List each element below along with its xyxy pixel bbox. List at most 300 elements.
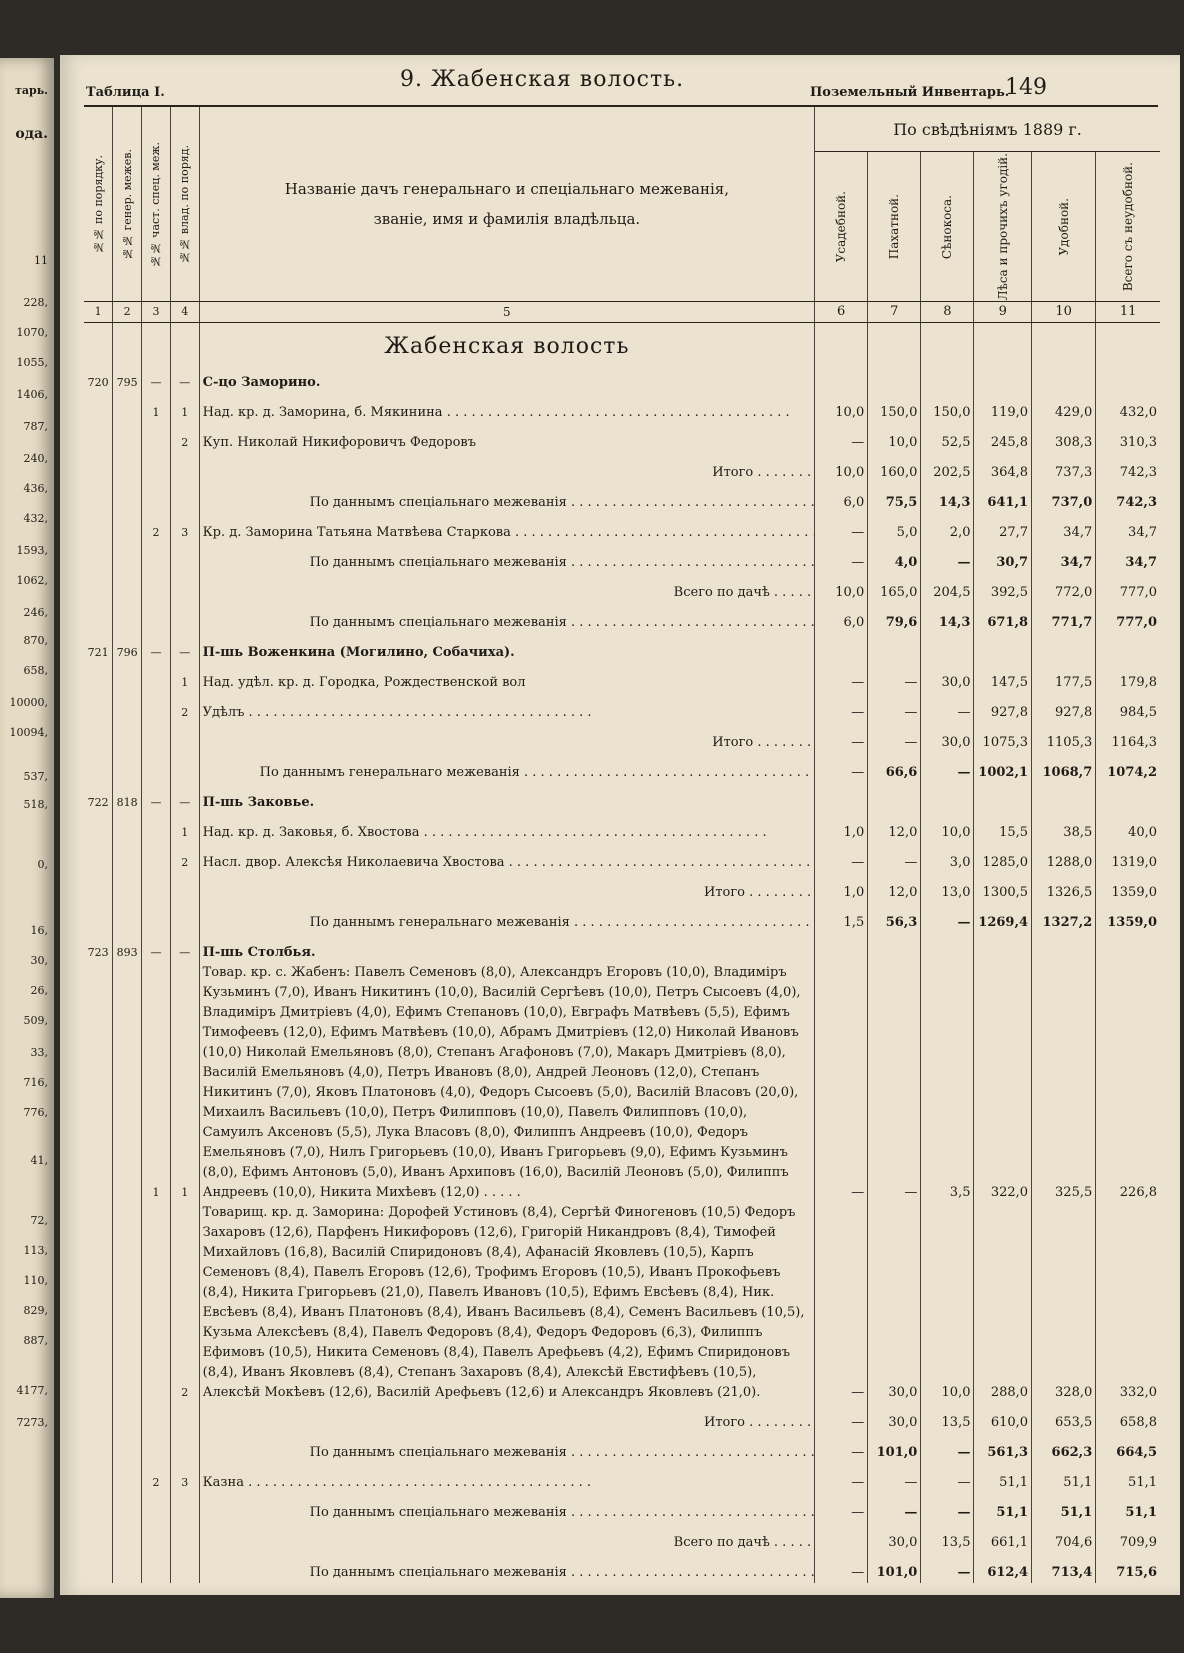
left-page-number: 113,	[23, 1244, 48, 1257]
column-numbers-row	[84, 302, 1160, 323]
value-cell: 641,1	[974, 483, 1032, 513]
value-cell: 704,6	[1032, 1523, 1096, 1553]
value-cell: 30,7	[974, 543, 1032, 573]
left-page-number: 716,	[23, 1076, 48, 1089]
cell-c3	[142, 1523, 171, 1553]
row-label: Итого . . . . . . . .	[703, 1415, 812, 1431]
value-cell: —	[868, 843, 921, 873]
row-label: По даннымъ спеціальнаго межеванія . . .	[310, 1565, 815, 1580]
owner-description	[199, 1493, 814, 1523]
document-page	[60, 55, 1180, 1595]
value-cell	[974, 633, 1032, 663]
value-cell: 332,0	[1119, 1385, 1157, 1401]
cell-c4	[170, 753, 199, 783]
value-cell: —	[868, 693, 921, 723]
column-number: 9	[974, 302, 1032, 323]
cell-c3	[142, 423, 171, 453]
cell-c3	[142, 813, 171, 843]
left-page-number: 537,	[23, 770, 48, 783]
cell-c2	[113, 723, 142, 753]
value-cell: —	[868, 723, 921, 753]
value-cell: 202,5	[921, 453, 974, 483]
value-cell: 52,5	[921, 423, 974, 453]
value-cell: —	[868, 1493, 921, 1523]
cell-c2	[113, 543, 142, 573]
cell-c1	[84, 483, 113, 513]
value-cell: 310,3	[1119, 435, 1157, 451]
cell-c2	[113, 1433, 142, 1463]
left-page-number: 787,	[23, 420, 48, 433]
value-cell: —	[815, 423, 868, 453]
value-cell: 147,5	[974, 663, 1032, 693]
value-cell: 709,9	[1119, 1535, 1157, 1551]
cell-c3	[142, 1203, 171, 1403]
column-number: 6	[815, 302, 868, 323]
cell-c2	[113, 963, 142, 1203]
value-cell: —	[868, 1463, 921, 1493]
value-cell: 12,0	[868, 873, 921, 903]
value-cell: —	[815, 1553, 868, 1583]
value-cell: 51,1	[974, 1493, 1032, 1523]
cell-c4: —	[170, 363, 199, 393]
value-cell: 10,0	[815, 573, 868, 603]
table-row	[84, 693, 1160, 723]
value-cell: 119,0	[974, 393, 1032, 423]
dacha-name	[199, 933, 814, 963]
owner-description	[199, 573, 814, 603]
value-cell: 392,5	[974, 573, 1032, 603]
cell-c2	[113, 843, 142, 873]
owner-description	[199, 483, 814, 513]
cell-c1	[84, 753, 113, 783]
cell-c1	[84, 603, 113, 633]
value-cell: 610,0	[974, 1403, 1032, 1433]
left-page-number: 776,	[23, 1106, 48, 1119]
value-cell: 1068,7	[1032, 753, 1096, 783]
value-cell: 1319,0	[1111, 855, 1157, 871]
left-page-number: 432,	[23, 512, 48, 525]
cell-c3: —	[142, 363, 171, 393]
cell-c1	[84, 1553, 113, 1583]
cell-c3	[142, 1403, 171, 1433]
value-cell: —	[815, 513, 868, 543]
value-cell: 713,4	[1032, 1553, 1096, 1583]
owner-description	[199, 903, 814, 933]
value-cell: —	[868, 663, 921, 693]
cell-c1	[84, 1433, 113, 1463]
dacha-row	[84, 633, 1160, 663]
owner-description	[199, 1433, 814, 1463]
value-cell: 15,5	[974, 813, 1032, 843]
value-cell: 160,0	[868, 453, 921, 483]
cell-c2	[113, 663, 142, 693]
value-cell	[1096, 363, 1160, 393]
cell-c4	[170, 483, 199, 513]
value-cell	[974, 933, 1032, 963]
cell-c2	[113, 693, 142, 723]
value-cell: 13,5	[921, 1523, 974, 1553]
cell-c1	[84, 813, 113, 843]
owner-description	[199, 513, 814, 543]
value-cell: 75,5	[868, 483, 921, 513]
cell-c1	[84, 453, 113, 483]
value-cell: 10,0	[815, 453, 868, 483]
row-label: По даннымъ спеціальнаго межеванія . . .	[310, 615, 815, 630]
cell-c4: 2	[170, 693, 199, 723]
value-cell: 429,0	[1032, 393, 1096, 423]
value-cell: 737,3	[1032, 453, 1096, 483]
owner-description	[199, 1553, 814, 1583]
left-page-number: 16,	[30, 924, 48, 937]
row-label: По даннымъ генеральнаго межеванія . . .	[310, 915, 815, 930]
owner-description	[199, 753, 814, 783]
value-cell: 715,6	[1116, 1565, 1157, 1581]
value-cell	[1096, 933, 1160, 963]
value-cell: —	[921, 753, 974, 783]
value-cell: 1359,0	[1111, 885, 1157, 901]
col-header-hay: Сѣнокоса.	[940, 194, 955, 259]
left-page-number: 829,	[23, 1304, 48, 1317]
value-cell: —	[815, 1203, 868, 1403]
value-cell	[815, 363, 868, 393]
col-header-estate: Усадебной.	[834, 191, 849, 263]
cell-c2	[113, 483, 142, 513]
cell-c1	[84, 1463, 113, 1493]
value-cell: 1,5	[815, 903, 868, 933]
value-cell	[1032, 933, 1096, 963]
owner-description	[199, 873, 814, 903]
table-row	[84, 1403, 1160, 1433]
row-label: П-шь Заковье.	[202, 795, 315, 811]
owner-description	[199, 693, 814, 723]
cell-c1	[84, 963, 113, 1203]
value-cell: 177,5	[1032, 663, 1096, 693]
value-cell	[921, 363, 974, 393]
cell-c2: 893	[113, 933, 142, 963]
value-cell: 664,5	[1116, 1445, 1157, 1461]
value-cell: 13,5	[921, 1403, 974, 1433]
value-cell: 1327,2	[1032, 903, 1096, 933]
cell-c2	[113, 603, 142, 633]
value-cell: 30,0	[921, 663, 974, 693]
left-page-number: 26,	[30, 984, 48, 997]
cell-c1: 721	[84, 633, 113, 663]
row-label: П-шь Воженкина (Могилино, Собачиха).	[202, 645, 515, 661]
value-cell: —	[815, 1463, 868, 1493]
value-cell: —	[921, 1463, 974, 1493]
value-cell: 742,3	[1116, 495, 1157, 511]
value-cell: 671,8	[974, 603, 1032, 633]
page-header	[60, 55, 1160, 105]
value-cell	[868, 933, 921, 963]
cell-c4: —	[170, 633, 199, 663]
owner-description	[199, 423, 814, 453]
value-cell: 34,7	[1032, 543, 1096, 573]
value-cell: 325,5	[1032, 963, 1096, 1203]
cell-c1	[84, 1523, 113, 1553]
row-label: По даннымъ генеральнаго межеванія . . .	[260, 765, 815, 780]
value-cell: 772,0	[1032, 573, 1096, 603]
value-cell: 1269,4	[974, 903, 1032, 933]
value-cell	[1096, 633, 1160, 663]
value-cell: —	[868, 963, 921, 1203]
value-cell: —	[815, 843, 868, 873]
owner-description	[199, 663, 814, 693]
left-page-number: 41,	[30, 1154, 48, 1167]
table-row	[84, 723, 1160, 753]
value-cell	[974, 783, 1032, 813]
left-page-header: тарь.	[15, 84, 48, 97]
value-cell: 30,0	[921, 723, 974, 753]
value-cell: 927,8	[974, 693, 1032, 723]
owner-description	[199, 1203, 814, 1403]
cell-c4	[170, 873, 199, 903]
row-label: По даннымъ спеціальнаго межеванія . . .	[310, 1445, 815, 1460]
left-page-number: 30,	[30, 954, 48, 967]
left-page-number: 518,	[23, 798, 48, 811]
left-page-number: 246,	[23, 606, 48, 619]
value-cell: 150,0	[868, 393, 921, 423]
value-cell: 777,0	[1116, 615, 1157, 631]
col-header-forest: Лѣса и прочихъ угодій.	[995, 153, 1010, 301]
row-label: Куп. Николай Никифоровичъ Федоровъ	[202, 435, 476, 451]
left-page-edge	[0, 58, 54, 1598]
value-cell	[868, 363, 921, 393]
value-cell	[868, 783, 921, 813]
cell-c4	[170, 1523, 199, 1553]
value-cell: —	[815, 1403, 868, 1433]
value-cell: 51,1	[1032, 1493, 1096, 1523]
section-title: 9. Жабенская волость.	[400, 67, 685, 92]
cell-c2	[113, 1463, 142, 1493]
row-label: Итого . . . . . . . .	[703, 885, 812, 901]
left-page-number: 4177,	[16, 1384, 48, 1397]
cell-c2	[113, 1403, 142, 1433]
value-cell: 34,7	[1125, 555, 1157, 571]
left-page-number: 228,	[23, 296, 48, 309]
row-label: Всего по дачѣ . . . . .	[673, 585, 812, 601]
left-page-number: 509,	[23, 1014, 48, 1027]
cell-c1	[84, 903, 113, 933]
cell-c4: 3	[170, 1463, 199, 1493]
cell-c3	[142, 1433, 171, 1463]
value-cell	[1032, 363, 1096, 393]
value-cell: 777,0	[1119, 585, 1157, 601]
owner-description	[199, 393, 814, 423]
value-cell	[815, 633, 868, 663]
cell-c3: 2	[142, 513, 171, 543]
left-page-number: 1062,	[16, 574, 48, 587]
value-cell: 12,0	[868, 813, 921, 843]
left-page-number: 7273,	[16, 1416, 48, 1429]
cell-c1	[84, 693, 113, 723]
left-page-number: 10000,	[9, 696, 48, 709]
value-cell: 1,0	[815, 873, 868, 903]
value-cell: 364,8	[974, 453, 1032, 483]
value-cell: 1074,2	[1107, 765, 1157, 781]
dacha-name	[199, 783, 814, 813]
cell-c4: 1	[170, 663, 199, 693]
value-cell: —	[815, 1493, 868, 1523]
cell-c4	[170, 573, 199, 603]
page-number: 149	[1005, 75, 1047, 100]
table-row	[84, 1553, 1160, 1583]
table-row	[84, 1493, 1160, 1523]
left-page-number: 240,	[23, 452, 48, 465]
value-cell: 10,0	[815, 393, 868, 423]
cell-c3: —	[142, 783, 171, 813]
value-cell	[1032, 783, 1096, 813]
cell-c4: 1	[170, 393, 199, 423]
owner-description	[199, 813, 814, 843]
cell-c1	[84, 723, 113, 753]
value-cell: 2,0	[921, 513, 974, 543]
cell-c4	[170, 603, 199, 633]
left-page-number: 33,	[30, 1046, 48, 1059]
cell-c3	[142, 1493, 171, 1523]
table-row	[84, 963, 1160, 1203]
value-cell: 658,8	[1119, 1415, 1157, 1431]
cell-c4: 2	[170, 843, 199, 873]
left-page-number: 0,	[37, 858, 48, 871]
value-cell: 3,0	[921, 843, 974, 873]
cell-c4	[170, 1553, 199, 1583]
table-label: Таблица I.	[86, 85, 165, 100]
left-page-number: 658,	[23, 664, 48, 677]
cell-c2: 795	[113, 363, 142, 393]
value-cell: 51,1	[1032, 1463, 1096, 1493]
value-cell: 51,1	[1128, 1475, 1157, 1491]
cell-c4	[170, 723, 199, 753]
value-cell	[974, 363, 1032, 393]
cell-c2: 818	[113, 783, 142, 813]
value-cell: 14,3	[921, 603, 974, 633]
row-label: Казна . . .	[203, 1475, 591, 1490]
column-number: 4	[170, 302, 199, 323]
cell-c3: 1	[142, 393, 171, 423]
table-row	[84, 873, 1160, 903]
cell-c2	[113, 1523, 142, 1553]
value-cell: 927,8	[1032, 693, 1096, 723]
value-cell: 10,0	[868, 423, 921, 453]
owner-description	[199, 1463, 814, 1493]
table-row	[84, 453, 1160, 483]
cell-c4	[170, 903, 199, 933]
cell-c2	[113, 513, 142, 543]
cell-c3	[142, 753, 171, 783]
row-label: Над. кр. д. Заморина, б. Мякинина . . .	[203, 405, 790, 420]
value-cell: 737,0	[1032, 483, 1096, 513]
value-cell: —	[815, 723, 868, 753]
owner-description	[199, 963, 814, 1203]
cell-c4	[170, 1493, 199, 1523]
left-page-number: 10094,	[9, 726, 48, 739]
value-cell: —	[815, 663, 868, 693]
value-cell: —	[815, 963, 868, 1203]
table-row	[84, 543, 1160, 573]
row-label: Насл. двор. Алексѣя Николаевича Хвостова . . .	[203, 855, 815, 870]
owner-description	[199, 543, 814, 573]
left-page-number: 1055,	[16, 356, 48, 369]
table-row	[84, 753, 1160, 783]
cell-c1	[84, 843, 113, 873]
cell-c1	[84, 663, 113, 693]
value-cell: 1359,0	[1107, 915, 1157, 931]
value-cell: 322,0	[974, 963, 1032, 1203]
table-row	[84, 423, 1160, 453]
value-cell	[921, 633, 974, 663]
value-cell: —	[815, 753, 868, 783]
cell-c2	[113, 813, 142, 843]
cell-c3	[142, 843, 171, 873]
cell-c4: 1	[170, 963, 199, 1203]
column-number: 5	[199, 302, 814, 323]
value-cell: 56,3	[868, 903, 921, 933]
cell-c3	[142, 453, 171, 483]
value-cell: 1288,0	[1032, 843, 1096, 873]
value-cell: 1300,5	[974, 873, 1032, 903]
value-cell: 1075,3	[974, 723, 1032, 753]
cell-c4: —	[170, 783, 199, 813]
left-page-number: 870,	[23, 634, 48, 647]
cell-c1	[84, 513, 113, 543]
table-row	[84, 843, 1160, 873]
row-label: Итого . . . . . . .	[712, 465, 812, 481]
value-cell: 51,1	[974, 1463, 1032, 1493]
value-cell: 204,5	[921, 573, 974, 603]
cell-c4: —	[170, 933, 199, 963]
cell-c2	[113, 1203, 142, 1403]
value-cell: 662,3	[1032, 1433, 1096, 1463]
value-cell: 1164,3	[1111, 735, 1157, 751]
cell-c2	[113, 873, 142, 903]
cell-c4: 2	[170, 1203, 199, 1403]
row-label: Над. кр. д. Заковья, б. Хвостова . . .	[203, 825, 767, 840]
dacha-name	[199, 633, 814, 663]
left-page-number: 1070,	[16, 326, 48, 339]
value-cell: 1002,1	[974, 753, 1032, 783]
value-cell: 1326,5	[1032, 873, 1096, 903]
cell-c2	[113, 423, 142, 453]
region-title: Жабенская волость	[199, 323, 814, 364]
left-page-number: 72,	[30, 1214, 48, 1227]
land-inventory-table	[84, 107, 1160, 1583]
value-cell: 653,5	[1032, 1403, 1096, 1433]
cell-c4	[170, 453, 199, 483]
column-number: 2	[113, 302, 142, 323]
col-header-total: Всего съ неудобной.	[1121, 162, 1136, 292]
value-cell: 30,0	[868, 1403, 921, 1433]
row-label: Кр. д. Заморина Татьяна Матвѣева Старкова . . .	[203, 525, 815, 540]
cell-c1: 720	[84, 363, 113, 393]
value-cell: —	[921, 693, 974, 723]
dacha-row	[84, 363, 1160, 393]
cell-c4: 3	[170, 513, 199, 543]
column-number: 10	[1032, 302, 1096, 323]
cell-c3: 1	[142, 963, 171, 1203]
value-cell: 288,0	[974, 1203, 1032, 1403]
column-number: 11	[1096, 302, 1160, 323]
value-cell: 612,4	[974, 1553, 1032, 1583]
row-label: П-шь Столбья.	[202, 945, 316, 961]
value-cell	[815, 1523, 868, 1553]
row-label: По даннымъ спеціальнаго межеванія . . .	[310, 495, 815, 510]
owner-description	[199, 723, 814, 753]
value-cell: 66,6	[868, 753, 921, 783]
value-cell: 40,0	[1128, 825, 1157, 841]
cell-c2	[113, 753, 142, 783]
value-cell: 6,0	[815, 483, 868, 513]
